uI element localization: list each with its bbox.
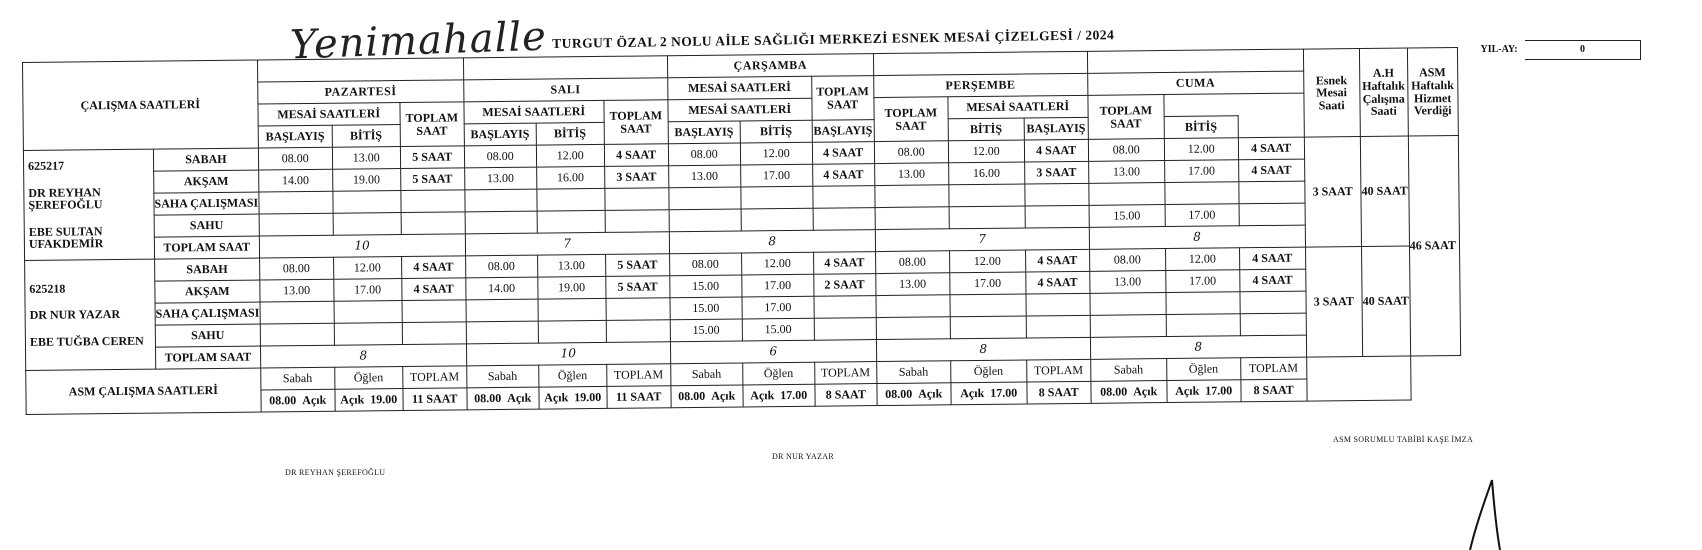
total-cell	[1026, 315, 1090, 338]
end-cell: 12.00	[949, 250, 1025, 273]
start-cell: 13.00	[259, 279, 333, 302]
asm-label: ASM ÇALIŞMA SAATLERİ	[26, 368, 261, 414]
total-cell	[813, 186, 875, 209]
day-spacer-5	[1087, 49, 1303, 73]
start-cell	[669, 187, 741, 210]
schedule-table	[22, 47, 1461, 415]
start-cell: 08.00	[258, 147, 332, 170]
start-cell	[260, 323, 334, 346]
start-cell: 08.00	[874, 141, 948, 164]
asm-noon-cell	[951, 382, 1027, 405]
asm-noon-flag: Açık	[750, 388, 775, 403]
start-cell: 13.00	[464, 167, 536, 190]
weekly-hours-value: 40 SAAT	[1360, 136, 1409, 246]
doctor-name: DR NUR YAZAR	[29, 307, 121, 323]
start-cell: 08.00	[1088, 139, 1164, 162]
total-cell: 4 SAAT	[1239, 269, 1305, 292]
day-total: 8	[260, 344, 466, 368]
day-header-1: PAZARTESİ	[257, 80, 463, 104]
asm-open-time: 08.00	[885, 386, 913, 402]
asm-morning-header: Sabah	[1090, 359, 1166, 382]
end-cell	[1166, 314, 1240, 337]
end-cell: 12.00	[1164, 138, 1238, 161]
midwife-name: EBE TUĞBA CEREN	[29, 333, 144, 349]
start-cell	[875, 185, 949, 208]
total-cell	[1239, 181, 1305, 204]
end-cell	[333, 213, 401, 236]
asm-open-time: 08.00	[1100, 384, 1128, 399]
document-title: TURGUT ÖZAL 2 NOLU AİLE SAĞLIĞI MERKEZİ ESNEK MESAİ ÇİZELGESİ / 2024	[552, 27, 1115, 51]
total-cell: 4 SAAT	[401, 278, 465, 301]
start-cell: 15.00	[670, 319, 742, 342]
asm-total-cell: 11 SAAT	[607, 386, 671, 409]
row-label: SAHU	[154, 214, 259, 237]
asm-open-flag: Açık	[507, 390, 532, 406]
end-cell: 12.00	[333, 257, 401, 280]
total-cell: 3 SAAT	[604, 166, 668, 189]
asm-total-cell: 11 SAAT	[403, 388, 467, 411]
asm-open-time: 08.00	[474, 391, 502, 406]
end-cell	[334, 301, 402, 324]
end-cell: 17.00	[741, 274, 813, 297]
asm-close-time: 17.00	[1205, 383, 1233, 398]
total-cell	[401, 190, 465, 213]
shift-header-5: MESAİ SAATLERİ	[948, 95, 1088, 118]
end-cell	[1166, 292, 1240, 315]
asm-morning-cell	[877, 383, 951, 406]
asm-open-flag: Açık	[711, 388, 736, 404]
total-header-1: TOPLAM SAAT	[400, 102, 464, 147]
day-spacer-4	[873, 51, 1087, 75]
day-header-4: PERŞEMBE	[873, 73, 1087, 97]
end-cell	[949, 206, 1025, 229]
total-cell	[1026, 293, 1090, 316]
row-label: SAHA ÇALIŞMASI	[155, 302, 260, 325]
asm-close-time: 19.00	[370, 392, 398, 407]
asm-close-time: 17.00	[780, 387, 808, 403]
total-header-3: TOPLAM SAAT	[811, 76, 873, 121]
day-header-2: SALI	[463, 78, 667, 102]
start-header-5: BAŞLAYIŞ	[1024, 117, 1088, 140]
end-cell: 19.00	[537, 276, 605, 299]
day-total: 6	[670, 340, 876, 364]
end-cell	[333, 191, 401, 214]
start-cell	[465, 211, 537, 234]
end-cell	[741, 208, 813, 231]
day-total: 8	[1089, 225, 1305, 249]
end-cell	[741, 186, 813, 209]
end-cell	[950, 316, 1026, 339]
start-cell: 13.00	[1088, 161, 1164, 184]
team-names-1	[23, 149, 154, 260]
start-cell: 13.00	[874, 163, 948, 186]
asm-total-header: TOPLAM	[402, 366, 466, 389]
asm-close-time: 17.00	[990, 385, 1018, 401]
total-header-2: TOPLAM SAAT	[604, 100, 668, 145]
total-cell	[606, 298, 670, 321]
end-cell: 17.00	[1165, 270, 1239, 293]
end-cell: 19.00	[332, 169, 400, 192]
doctor-name: DR REYHAN ŞEREFOĞLU	[28, 184, 103, 213]
total-cell	[606, 320, 670, 343]
total-cell	[402, 300, 466, 323]
total-cell: 4 SAAT	[1024, 139, 1088, 162]
start-header-1: BAŞLAYIŞ	[258, 125, 332, 148]
signature-middle: DR NUR YAZAR	[772, 452, 834, 461]
signature-scribble-icon	[1450, 475, 1510, 550]
end-cell: 12.00	[536, 144, 604, 167]
total-cell	[813, 208, 875, 231]
end-cell: 13.00	[332, 147, 400, 170]
start-cell: 08.00	[669, 253, 741, 276]
asm-open-time: 08.00	[678, 389, 706, 404]
asm-morning-cell	[261, 389, 335, 412]
row-label: SAHU	[155, 324, 260, 347]
day-total: 8	[1090, 335, 1306, 359]
end-cell: 17.00	[1165, 204, 1239, 227]
year-value: 0	[1525, 40, 1641, 60]
end-cell: 17.00	[1164, 160, 1238, 183]
asm-morning-header: Sabah	[466, 365, 538, 388]
total-cell: 4 SAAT	[1025, 271, 1089, 294]
asm-noon-cell	[335, 389, 403, 412]
signature-right: ASM SORUMLU TABİBİ KAŞE İMZA	[1333, 435, 1474, 444]
total-cell: 4 SAAT	[1025, 249, 1089, 272]
weekly-asm-header: ASM Haftalık Hizmet Verdiği	[1407, 47, 1458, 136]
total-cell: 5 SAAT	[400, 168, 464, 191]
flex-hours-header: Esnek Mesai Saati	[1303, 48, 1360, 137]
day-total: 8	[876, 337, 1090, 361]
day-total: 7	[465, 232, 669, 256]
year-label: YIL-AY:	[1480, 44, 1518, 55]
end-cell	[334, 323, 402, 346]
asm-open-time: 08.00	[269, 393, 297, 408]
signature-left: DR REYHAN ŞEREFOĞLU	[285, 468, 386, 477]
day-spacer-1	[257, 58, 463, 82]
start-cell	[259, 213, 333, 236]
start-cell: 08.00	[465, 255, 537, 278]
end-cell: 17.00	[949, 272, 1025, 295]
start-cell	[875, 207, 949, 230]
start-cell: 08.00	[259, 257, 333, 280]
end-cell: 17.00	[740, 164, 812, 187]
weekly-hours-value: 40 SAAT	[1361, 246, 1410, 356]
asm-noon-flag: Açık	[960, 386, 985, 401]
end-cell: 12.00	[740, 142, 812, 165]
start-cell	[466, 321, 538, 344]
start-header-3: BAŞLAYIŞ	[668, 121, 740, 144]
total-header-5: TOPLAM SAAT	[1088, 95, 1164, 140]
end-cell: 12.00	[741, 252, 813, 275]
total-cell: 5 SAAT	[605, 276, 669, 299]
asm-total-cell: 8 SAAT	[815, 384, 877, 407]
start-cell: 08.00	[668, 143, 740, 166]
end-cell: 16.00	[536, 166, 604, 189]
asm-noon-cell	[539, 386, 607, 409]
midwife-name: EBE SULTAN UFAKDEMİR	[28, 223, 104, 252]
handwritten-location: Yenimahalle	[289, 13, 548, 69]
end-cell: 12.00	[948, 140, 1024, 163]
row-label: SABAH	[153, 148, 258, 171]
row-label: TOPLAM SAAT	[155, 346, 260, 369]
asm-noon-flag: Açık	[1175, 383, 1200, 399]
total-cell: 5 SAAT	[400, 146, 464, 169]
asm-blank	[1306, 356, 1410, 401]
end-cell	[949, 184, 1025, 207]
total-cell: 4 SAAT	[813, 252, 875, 275]
total-cell: 4 SAAT	[812, 142, 874, 165]
row-label: TOPLAM SAAT	[154, 236, 259, 259]
start-cell	[876, 317, 950, 340]
day-total: 10	[259, 234, 465, 258]
asm-morning-cell	[1091, 381, 1167, 404]
total-cell	[1240, 313, 1306, 336]
end-header-5: BİTİŞ	[1164, 116, 1238, 139]
asm-noon-header: Öğlen	[742, 362, 814, 385]
total-cell: 5 SAAT	[605, 254, 669, 277]
start-cell	[1090, 293, 1166, 316]
asm-morning-header: Sabah	[876, 361, 950, 384]
team-names-2	[25, 259, 156, 370]
asm-total-cell: 8 SAAT	[1027, 381, 1091, 404]
total-cell: 4 SAAT	[1238, 137, 1304, 160]
total-cell	[814, 296, 876, 319]
day-total: 10	[466, 342, 670, 366]
total-cell	[814, 318, 876, 341]
start-cell: 15.00	[669, 275, 741, 298]
asm-total-cell: 8 SAAT	[1241, 379, 1307, 402]
day-spacer-2	[463, 56, 667, 80]
asm-noon-header: Öğlen	[334, 367, 402, 390]
start-cell	[465, 189, 537, 212]
asm-noon-cell	[743, 384, 815, 407]
end-header-2: BİTİŞ	[536, 122, 604, 145]
total-cell	[402, 322, 466, 345]
start-cell: 14.00	[465, 277, 537, 300]
asm-open-flag: Açık	[302, 393, 327, 408]
asm-noon-header: Öğlen	[950, 360, 1026, 383]
row-label: SAHA ÇALIŞMASI	[154, 192, 259, 215]
total-cell: 4 SAAT	[604, 144, 668, 167]
start-cell	[259, 191, 333, 214]
asm-morning-cell	[671, 385, 743, 408]
end-cell: 15.00	[742, 318, 814, 341]
day-total: 7	[875, 227, 1089, 251]
asm-noon-header: Öğlen	[1166, 358, 1240, 381]
total-cell	[401, 212, 465, 235]
end-cell: 12.00	[1165, 248, 1239, 271]
asm-morning-header: Sabah	[670, 363, 742, 386]
row-label: AKŞAM	[154, 170, 259, 193]
start-cell: 14.00	[258, 169, 332, 192]
shift-header-1: MESAİ SAATLERİ	[258, 103, 400, 126]
asm-total-header: TOPLAM	[606, 364, 670, 387]
end-cell: 17.00	[333, 279, 401, 302]
asm-noon-cell	[1167, 380, 1241, 403]
start-cell	[1089, 183, 1165, 206]
start-cell: 13.00	[1089, 271, 1165, 294]
work-hours-header: ÇALIŞMA SAATLERİ	[23, 60, 259, 150]
start-cell: 08.00	[1089, 249, 1165, 272]
total-cell: 4 SAAT	[812, 164, 874, 187]
total-cell: 2 SAAT	[813, 274, 875, 297]
row-label: AKŞAM	[155, 280, 260, 303]
asm-morning-header: Sabah	[260, 367, 334, 390]
day-header-3: ÇARŞAMBA	[667, 54, 873, 78]
asm-weekly-total: 46 SAAT	[1408, 135, 1460, 356]
start-cell: 15.00	[1089, 205, 1165, 228]
start-cell	[466, 299, 538, 322]
team-id: 625218	[29, 281, 66, 296]
start-header-2: BAŞLAYIŞ	[464, 123, 536, 146]
end-header-4: BİTİŞ	[948, 118, 1024, 141]
end-header-1: BİTİŞ	[332, 125, 400, 148]
end-cell	[950, 294, 1026, 317]
total-cell: 4 SAAT	[1238, 159, 1304, 182]
day-total: 8	[669, 230, 875, 254]
shift-header-2: MESAİ SAATLERİ	[464, 100, 604, 123]
end-cell	[1165, 182, 1239, 205]
total-cell	[1025, 205, 1089, 228]
total-cell: 4 SAAT	[1239, 247, 1305, 270]
start-cell	[260, 301, 334, 324]
asm-open-flag: Açık	[1133, 384, 1158, 399]
total-cell: 3 SAAT	[1024, 161, 1088, 184]
row-label: SABAH	[155, 258, 260, 281]
total-header-4: TOPLAM SAAT	[874, 97, 948, 142]
end-header-3: BİTİŞ	[740, 120, 812, 143]
asm-noon-flag: Açık	[340, 392, 365, 407]
asm-close-time: 19.00	[574, 390, 602, 405]
start-cell: 13.00	[875, 273, 949, 296]
asm-noon-flag: Açık	[544, 390, 569, 405]
end-cell: 13.00	[537, 254, 605, 277]
start-cell	[1090, 315, 1166, 338]
end-cell	[537, 210, 605, 233]
weekly-fh-header: A.H Haftalık Çalışma Saati	[1359, 48, 1408, 136]
start-cell	[669, 209, 741, 232]
day-header-5: CUMA	[1087, 71, 1303, 95]
end-cell: 16.00	[948, 162, 1024, 185]
end-cell: 17.00	[742, 296, 814, 319]
total-cell	[1239, 203, 1305, 226]
start-cell: 08.00	[875, 251, 949, 274]
asm-morning-cell	[467, 387, 539, 410]
shift-header-3: MESAİ SAATLERİ	[667, 76, 811, 100]
team-id: 625217	[28, 158, 65, 173]
asm-noon-header: Öğlen	[538, 364, 606, 387]
asm-total-header: TOPLAM	[1240, 357, 1306, 380]
start-cell	[876, 295, 950, 318]
start-cell: 15.00	[670, 297, 742, 320]
flex-hours-value: 3 SAAT	[1304, 136, 1361, 247]
start-cell: 13.00	[668, 165, 740, 188]
end-cell	[538, 320, 606, 343]
shift-header-4: MESAİ SAATLERİ	[668, 98, 812, 122]
asm-total-header: TOPLAM	[814, 362, 876, 385]
end-cell	[537, 188, 605, 211]
asm-total-header: TOPLAM	[1026, 359, 1090, 382]
flex-hours-value: 3 SAAT	[1305, 246, 1362, 357]
total-cell	[605, 188, 669, 211]
total-cell	[605, 210, 669, 233]
start-header-4: BAŞLAYIŞ	[812, 120, 874, 143]
total-cell: 4 SAAT	[401, 256, 465, 279]
end-cell	[538, 298, 606, 321]
start-cell: 08.00	[464, 145, 536, 168]
asm-open-flag: Açık	[918, 386, 943, 401]
total-cell	[1025, 183, 1089, 206]
total-cell	[1240, 291, 1306, 314]
